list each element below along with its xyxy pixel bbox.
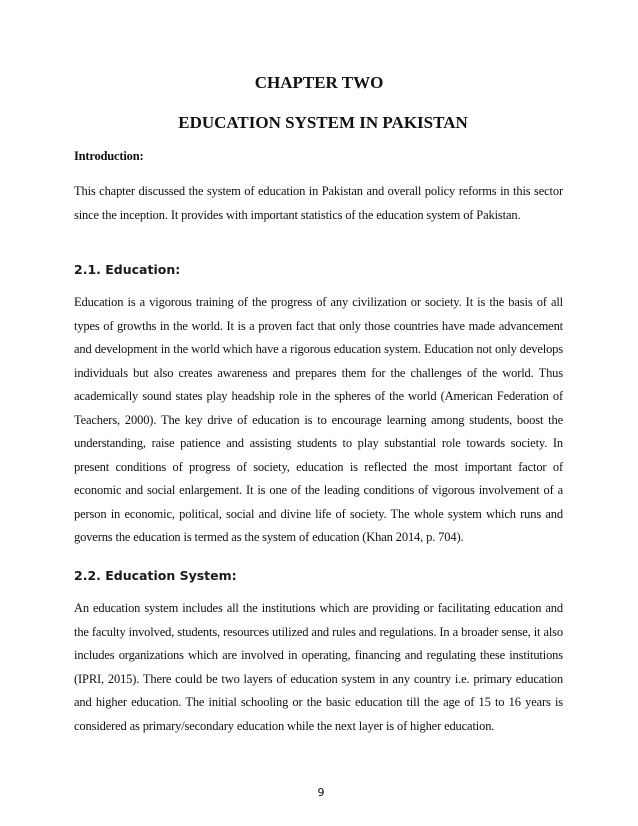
chapter-subtitle: EDUCATION SYSTEM IN PAKISTAN [178,113,468,132]
chapter-title: CHAPTER TWO [254,73,384,92]
introduction-paragraph: This chapter discussed the system of education in Pakistan and overall policy reforms in this sector since the inception. It provides with important statistics of the education system of Pakistan. [74,184,563,222]
section-paragraph-education: Education is a vigorous training of the progress of any civilization or society. It is the basis of all types of growths in the world. It is a proven fact that only those countries have made advancement and development in the world which have a rigorous education system. Education not only develops individuals but also creates awareness and prepares them for the challenges of the world. Thus academically sound states play headship role in the spheres of the world (American Federation of Teachers, 2000). The key drive of education is to encourage learning among students, boost the understanding, raise patience and assisting students to play substantial role towards society. In present conditions of progress of society, education is reflected the most important factor of economic and social enlargement. It is one of the leading conditions of vigorous involvement of a person in economic, political, social and divine life of society. The whole system which runs and governs the education is termed as the system of education (Khan 2014, p. 704). [74,295,563,544]
section-heading-education-system: 2.2. Education System: [74,568,237,583]
section-heading-education: 2.1. Education: [74,262,181,277]
page-number: 9 [317,786,325,799]
section-paragraph-education-system: An education system includes all the institutions which are providing or facilitating education and the faculty involved, students, resources utilized and rules and regulations. In a broader sense, it also includes organizations which are involved in operating, financing and regulating these institutions (IPRI, 2015). There could be two layers of education system in any country i.e. primary education and higher education. The initial schooling or the basic education till the age of 15 to 16 years is considered as primary/secondary education while the next layer is of higher education. [74,601,563,733]
introduction-heading: Introduction: [74,149,144,163]
